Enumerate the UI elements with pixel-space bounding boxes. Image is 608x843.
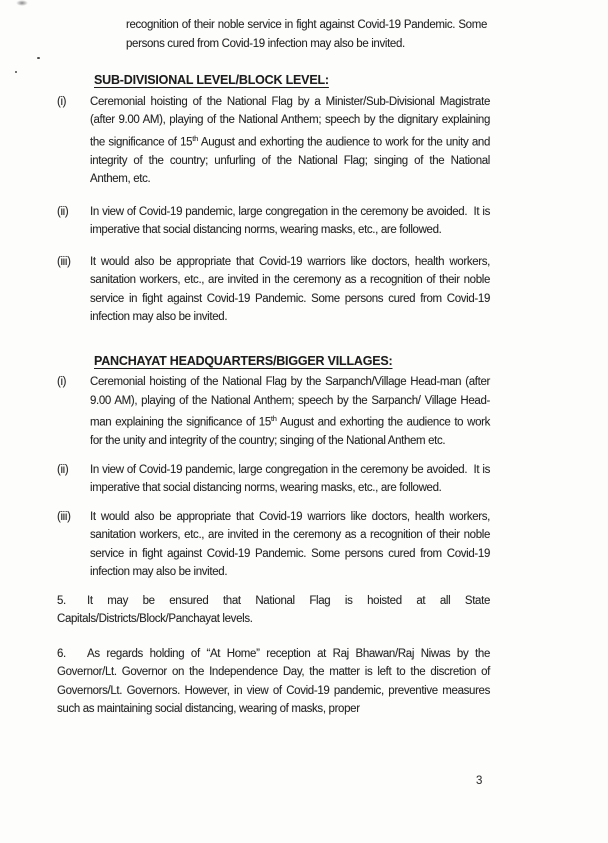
list-marker: (i)	[57, 376, 67, 388]
list-item	[57, 203, 490, 240]
paragraph-number: 6.	[57, 647, 66, 660]
scan-speck	[15, 71, 17, 73]
list-item	[57, 373, 490, 451]
scan-speck	[37, 57, 40, 59]
list-item-text: It would also be appropriate that Covid-19 warriors like doctors, health workers, sanitation workers, etc., are invited in the ceremony as a recognition of their noble service in fight against Covid-19 Pandemic. Some persons cured from Covid-19 infection may also be invited.	[90, 510, 490, 578]
scan-smudge	[16, 0, 28, 6]
paragraph-6	[57, 645, 490, 719]
list-marker: (i)	[57, 95, 67, 108]
list-item-text	[90, 93, 490, 189]
list-item-text: It would also be appropriate that Covid-19 warriors like doctors, health workers, sanitation workers, etc., are invited in the ceremony as a recognition of their noble service in fight against Covid-19 Pandemic. Some persons cured from Covid-19 infection may also be invited.	[90, 255, 490, 323]
list-item	[57, 253, 490, 327]
superscript-th: th	[270, 414, 277, 423]
text-segment: It may be ensured that National Flag is hoisted at all State Capitals/Districts/Block/Panchayat levels.	[57, 594, 490, 625]
text-segment: Ceremonial hoisting of the National Flag by a Minister/Sub-Divisional Magistrate (after 9.00 AM), playing of the National Anthem; speech by the dignitary explaining the significance of 15	[90, 95, 490, 148]
text-segment: Ceremonial hoisting of the National Flag by the Sarpanch/Village Head-man (after 9.00 AM), playing of the National Anthem; speech by the Sarpanch/ Village Head-man explaining the significance of 15	[90, 376, 490, 429]
page-number: 3	[476, 775, 483, 787]
list-item	[57, 508, 490, 582]
list-item	[57, 461, 490, 498]
superscript-th: th	[192, 133, 199, 143]
list-marker: (iii)	[57, 510, 71, 523]
list-marker: (iii)	[57, 255, 71, 268]
list-item-text: In view of Covid-19 pandemic, large congregation in the ceremony be avoided. It is imperative that social distancing norms, wearing masks, etc., are followed.	[90, 205, 490, 236]
text-segment: August and exhorting the audience to work for the unity and integrity of the country; singing of the National Anthem etc.	[90, 416, 490, 447]
list-marker: (ii)	[57, 205, 69, 218]
list-item	[57, 93, 490, 189]
list-item-text	[90, 373, 490, 451]
text-segment: August and exhorting the audience to work for the unity and integrity of the country; unfurling of the National Flag; singing of the National Anthem, etc.	[90, 136, 491, 185]
section-heading-subdivisional: SUB-DIVISIONAL LEVEL/BLOCK LEVEL:	[94, 73, 329, 87]
paragraph-number: 5.	[57, 594, 66, 607]
list-item-text: In view of Covid-19 pandemic, large congregation in the ceremony be avoided. It is imperative that social distancing norms, wearing masks, etc., are followed.	[90, 463, 490, 494]
section-heading-panchayat: PANCHAYAT HEADQUARTERS/BIGGER VILLAGES:	[94, 353, 393, 368]
text-segment: As regards holding of “At Home” reception at Raj Bhawan/Raj Niwas by the Governor/Lt. Governor on the Independence Day, the matter is left to the discretion of Governors/Lt. Governors. However, in view of Covid-19 pandemic, preventive measures such as maintaining social distancing, wearing of masks, proper	[57, 647, 490, 715]
paragraph-continuation: recognition of their noble service in fight against Covid-19 Pandemic. Some persons cured from Covid-19 infection may also be invited.	[126, 19, 487, 50]
list-marker: (ii)	[57, 463, 69, 476]
paragraph-5	[57, 592, 490, 629]
